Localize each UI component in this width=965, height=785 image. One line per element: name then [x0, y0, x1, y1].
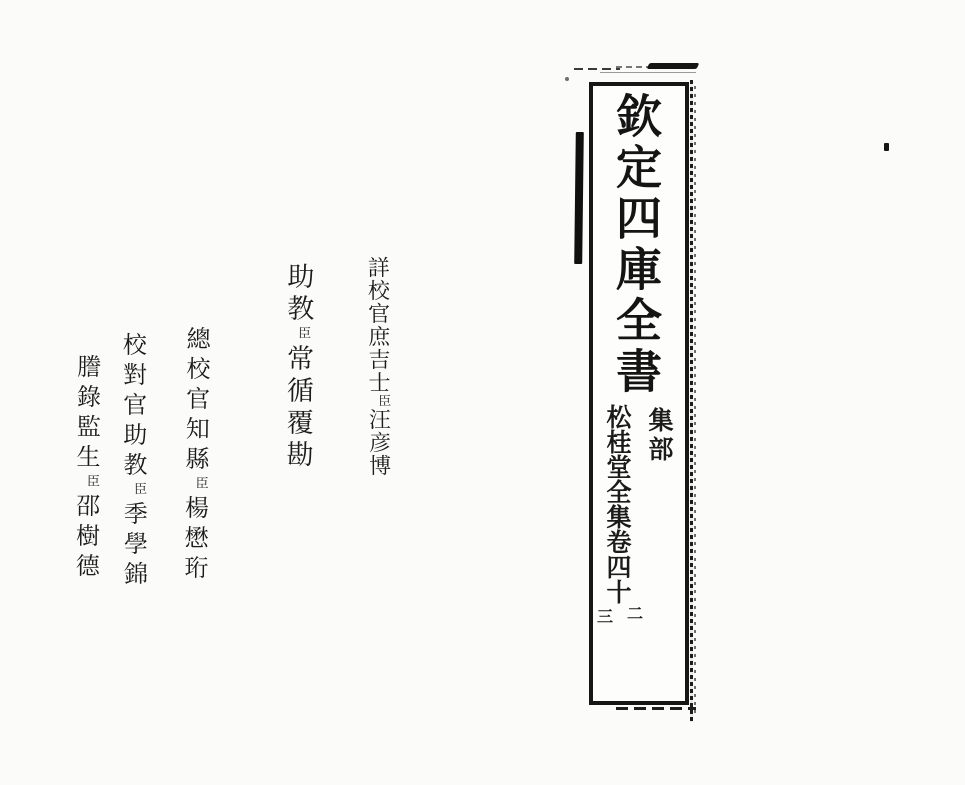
volume-number-right: 二 [626, 604, 643, 623]
series-title: 欽定四庫全書 [609, 92, 663, 398]
page-edge-top-dashes [616, 66, 650, 68]
official-name: 楊懋珩 [179, 494, 209, 586]
ink-speck [884, 143, 889, 151]
page-edge-right-strip-outer [694, 86, 696, 716]
official-title: 詳校官庶吉士 [364, 255, 391, 395]
category-label: 集部 [645, 407, 674, 465]
chen-honorific: 臣 [295, 325, 311, 345]
colophon-column-chief-collator [179, 325, 211, 586]
official-name: 季學錦 [119, 500, 148, 592]
spine-mark-bar [574, 132, 584, 264]
colophon-column-copyist [73, 354, 99, 583]
page-edge-top-blot [647, 63, 700, 69]
official-title: 校對官助教 [118, 331, 148, 483]
page-edge-bottom-dashes [616, 707, 696, 710]
colophon-column-assistant-instructor [281, 261, 314, 473]
volume-number-left: 三 [597, 607, 614, 626]
official-name: 邵樹德 [71, 492, 100, 584]
page-edge-top-line [574, 68, 620, 70]
ink-fleck [565, 77, 569, 81]
official-title: 謄錄監生 [71, 353, 101, 475]
chen-honorific: 臣 [375, 393, 391, 409]
volume-title: 松桂堂全集卷四十 [603, 404, 632, 604]
chen-honorific: 臣 [83, 473, 99, 494]
official-name: 常循 [281, 343, 314, 409]
colophon-column-proofreader [118, 331, 148, 592]
official-title: 總校官知縣 [180, 325, 211, 477]
volume-number-pair [597, 604, 643, 627]
chen-honorific: 臣 [192, 475, 208, 496]
page-edge-top-thin-line [600, 72, 696, 73]
page-edge-right-strip [690, 80, 693, 722]
colophon-column-reviser [365, 256, 389, 477]
chen-honorific: 臣 [131, 481, 147, 502]
official-title: 助教 [282, 261, 314, 327]
official-name: 汪彦博 [365, 407, 391, 478]
colophon-note: 覆勘 [281, 407, 313, 473]
